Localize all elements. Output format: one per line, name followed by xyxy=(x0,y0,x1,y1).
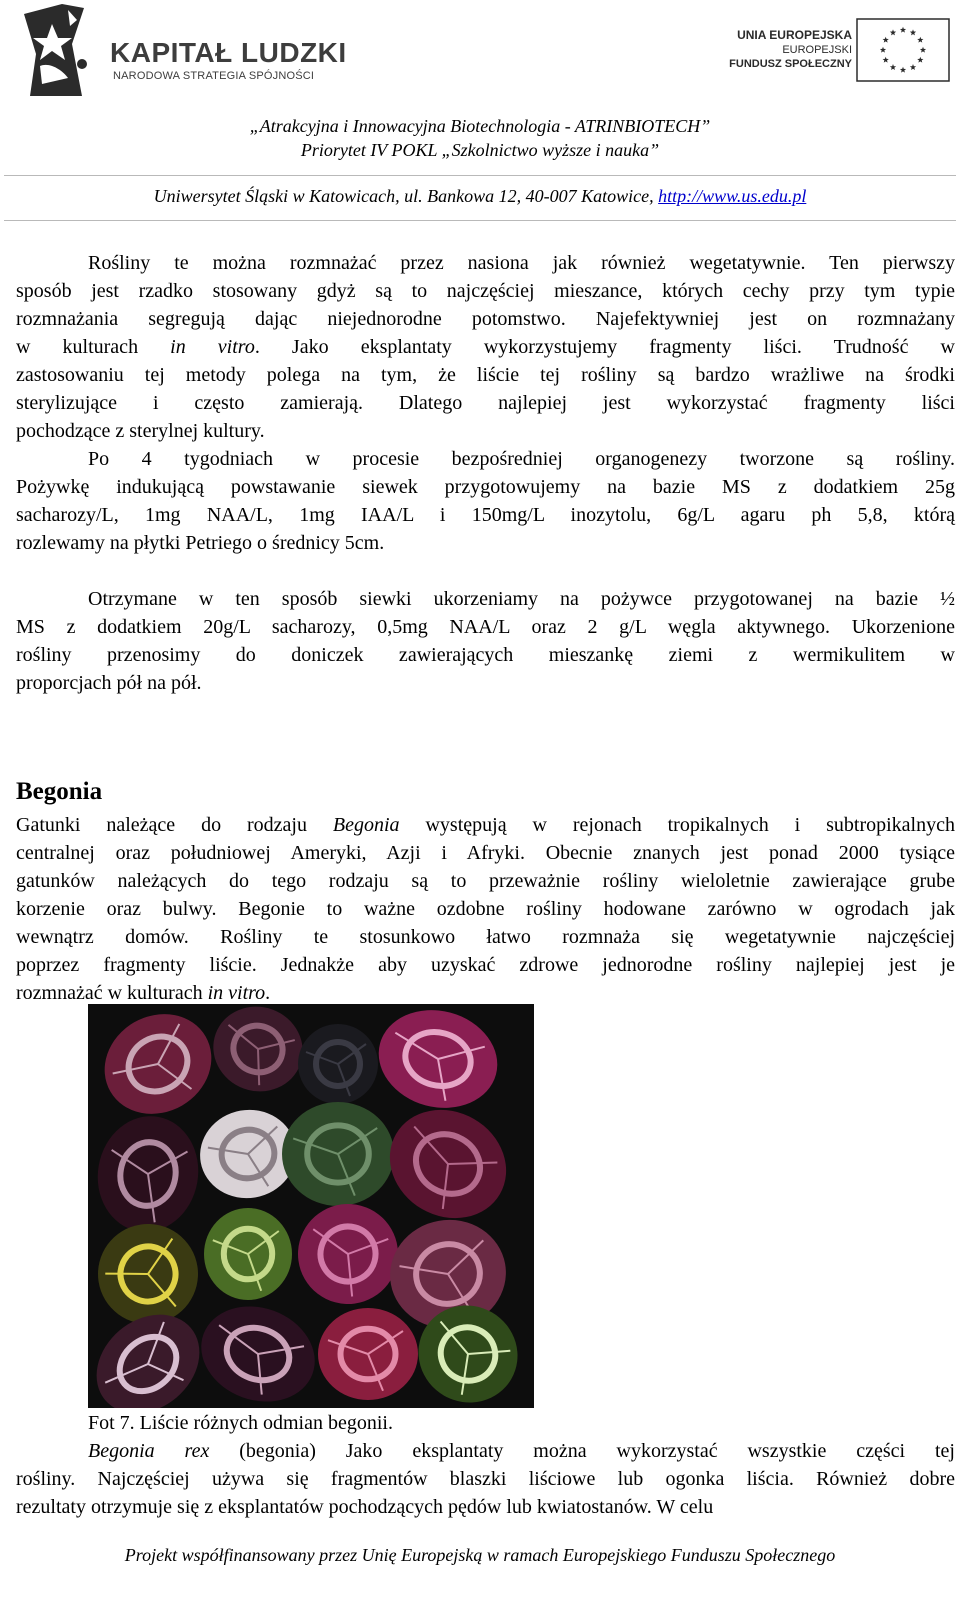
section-heading-begonia: Begonia xyxy=(16,778,103,805)
text-segment: Gatunki należące do rodzaju xyxy=(16,814,333,836)
eu-logo-line2: EUROPEJSKI xyxy=(782,44,852,56)
begonia-leaf xyxy=(89,1108,208,1240)
photo-caption: Fot 7. Liście różnych odmian begonii. xyxy=(88,1412,393,1434)
eu-logo-line3: FUNDUSZ SPOŁECZNY xyxy=(729,58,852,70)
text-line: Pożywkę indukującą powstawanie siewek przygotowujemy na bazie MS z dodatkiem 25g xyxy=(16,476,955,498)
text-line: zastosowaniu tej metody polega na tym, że liście tej rośliny są bardzo wrażliwe na środki xyxy=(16,364,955,386)
text-line xyxy=(16,333,955,361)
text-line: rośliny. Najczęściej używa się fragmentów blaszki liściowe lub ogonka liścia. Również dobre xyxy=(16,1468,955,1490)
begonia-leaf xyxy=(298,1024,378,1104)
text-line: MS z dodatkiem 20g/L sacharozy, 0,5mg NAA/L oraz 2 g/L węgla aktywnego. Ukorzenione xyxy=(16,616,955,638)
text-segment: w kulturach xyxy=(16,336,171,358)
begonia-leaf xyxy=(370,1089,526,1239)
paragraph-rooting xyxy=(16,585,955,697)
text-line: Rośliny te można rozmnażać przez nasiona jak również wegetatywnie. Ten pierwszy xyxy=(88,252,955,274)
paragraph-begonia-rex xyxy=(16,1437,955,1521)
page-footer: Projekt współfinansowany przez Unię Europejską w ramach Europejskiego Funduszu Społecznego xyxy=(124,1545,836,1565)
begonia-leaf xyxy=(318,1308,418,1400)
begonia-leaf xyxy=(287,1193,409,1315)
begonia-leaf xyxy=(282,1102,394,1206)
begonia-leaf xyxy=(368,1004,509,1121)
italic-term: Begonia xyxy=(332,814,400,836)
text-line xyxy=(16,979,955,1007)
text-line: centralnej oraz południowej Ameryki, Azji i Afryki. Obecnie znanych jest ponad 2000 tysiące xyxy=(16,842,955,864)
text-line: rośliny przenosimy do doniczek zawierających mieszankę ziemi z wermikulitem w xyxy=(16,644,955,666)
kapital-ludzki-emblem-icon xyxy=(22,4,114,100)
kapital-ludzki-subtitle: NARODOWA STRATEGIA SPÓJNOŚCI xyxy=(113,70,315,82)
begonia-leaf xyxy=(204,1208,292,1300)
text-line: proporcjach pół na pół. xyxy=(16,672,202,694)
project-priority: Priorytet IV POKL „Szkolnictwo wyższe i nauka” xyxy=(300,140,660,160)
page-header xyxy=(0,0,960,230)
text-line: korzenie oraz bulwy. Begonie to ważne ozdobne rośliny hodowane zarówno w ogrodach jak xyxy=(16,898,955,920)
begonia-leaf xyxy=(188,1291,328,1408)
text-line: rozmnażania segregują dając niejednorodne potomstwo. Najefektywniej jest on rozmnażany xyxy=(16,308,955,330)
text-line xyxy=(16,1437,955,1465)
begonia-leaves-photo xyxy=(88,1004,534,1408)
kapital-ludzki-logo xyxy=(22,4,422,104)
text-line: sposób jest rzadko stosowany gdyż są to najczęściej mieszance, których cechy przy tym typie xyxy=(16,280,955,302)
text-line: poprzez fragmenty liście. Jednakże aby uzyskać zdrowe jednorodne rośliny najlepiej jest je xyxy=(16,954,955,976)
text-segment: . xyxy=(265,982,271,1004)
university-address xyxy=(0,186,960,207)
header-divider-top xyxy=(4,175,956,176)
kapital-ludzki-title: KAPITAŁ LUDZKI xyxy=(110,37,347,68)
text-line xyxy=(16,811,955,839)
text-segment: (begonia) Jako eksplantaty można wykorzystać wszystkie części tej xyxy=(209,1440,955,1462)
text-line: sacharozy/L, 1mg NAA/L, 1mg IAA/L i 150mg/L inozytolu, 6g/L agaru ph 5,8, którą xyxy=(16,504,955,526)
paragraph-begonia xyxy=(16,811,955,1007)
begonia-leaf xyxy=(201,1004,314,1104)
italic-term: Begonia rex xyxy=(88,1440,210,1462)
address-text: Uniwersytet Śląski w Katowicach, ul. Bankowa 12, 40-007 Katowice, xyxy=(153,186,659,206)
text-line: Po 4 tygodniach w procesie bezpośredniej organogenezy tworzone są rośliny. xyxy=(88,448,955,470)
text-line: sterylizujące i często zamierają. Dlatego najlepiej jest wykorzystać fragmenty liści xyxy=(16,392,955,414)
eu-logo xyxy=(712,18,952,88)
italic-term: in vitro xyxy=(207,982,266,1004)
text-line: pochodzące z sterylnej kultury. xyxy=(16,420,265,442)
text-segment: rozmnażać w kulturach xyxy=(16,982,208,1004)
text-line: wewnątrz domów. Rośliny te stosunkowo łatwo rozmnaża się wegetatywnie najczęściej xyxy=(16,926,955,948)
text-line: rezultaty otrzymuje się z eksplantatów pochodzących pędów lub kwiatostanów. W celu xyxy=(16,1496,714,1518)
text-line: Otrzymane w ten sposób siewki ukorzeniamy na pożywce przygotowanej na bazie ½ xyxy=(88,588,955,610)
project-title: „Atrakcyjna i Innowacyjna Biotechnologia - ATRINBIOTECH” xyxy=(249,116,711,136)
eu-flag-icon xyxy=(856,18,950,82)
italic-term: in vitro xyxy=(170,336,255,358)
text-line: rozlewamy na płytki Petriego o średnicy 5cm. xyxy=(16,532,385,554)
paragraph-propagation xyxy=(16,249,955,445)
university-website-link[interactable]: http://www.us.edu.pl xyxy=(658,186,807,206)
header-divider-bottom xyxy=(4,220,956,221)
text-segment: . Jako eksplantaty wykorzystujemy fragmenty liści. Trudność w xyxy=(254,336,955,358)
paragraph-organogenesis xyxy=(16,445,955,557)
text-line: gatunków należących do tego rodzaju są to przeważnie rośliny wieloletnie zawierające grube xyxy=(16,870,955,892)
text-segment: występują w rejonach tropikalnych i subtropikalnych xyxy=(399,814,955,836)
begonia-leaf xyxy=(88,1004,230,1133)
eu-logo-line1: UNIA EUROPEJSKA xyxy=(737,28,852,42)
